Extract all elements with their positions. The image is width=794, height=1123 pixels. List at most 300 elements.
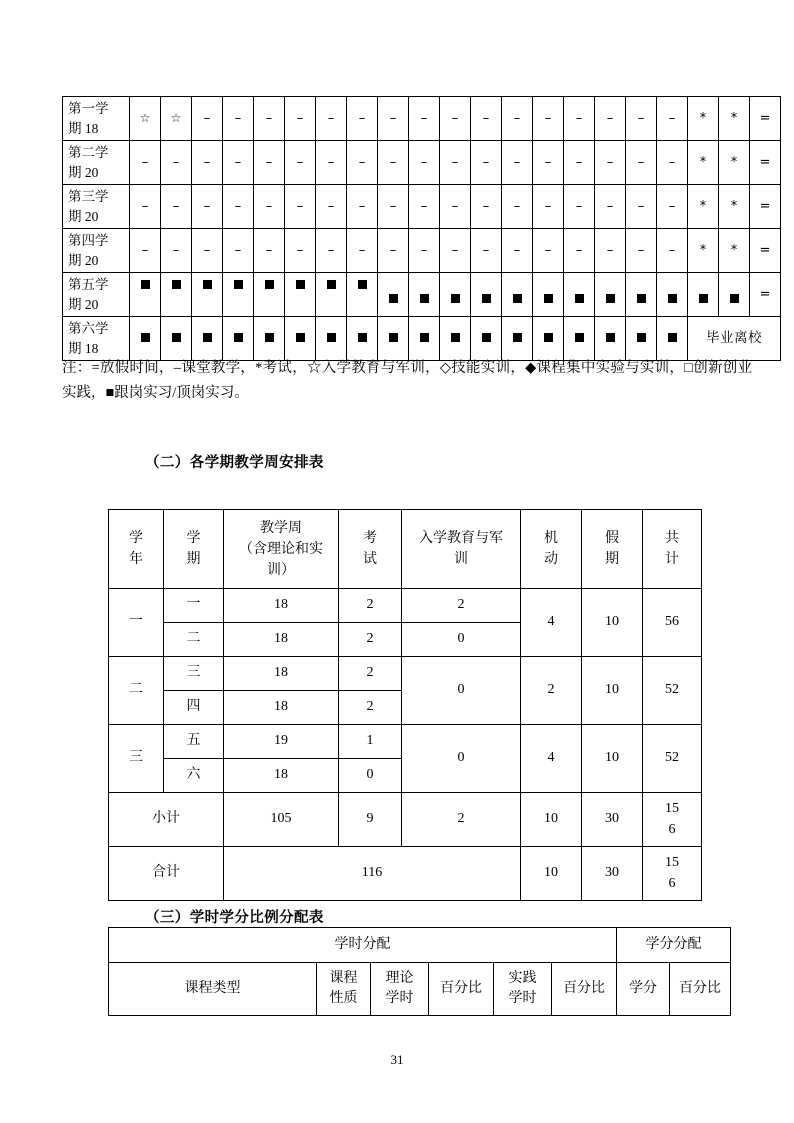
cal-cell bbox=[595, 229, 626, 273]
dash-icon: – bbox=[265, 199, 273, 215]
cal-cell bbox=[285, 229, 316, 273]
dash-icon: – bbox=[482, 199, 490, 215]
cal-cell bbox=[378, 141, 409, 185]
dash-icon: – bbox=[513, 199, 521, 215]
cal-cell bbox=[471, 317, 502, 361]
cell-total: 52 bbox=[643, 657, 702, 725]
dash-icon: – bbox=[234, 111, 242, 127]
cal-cell bbox=[471, 229, 502, 273]
cal-cell bbox=[502, 185, 533, 229]
cal-cell bbox=[223, 185, 254, 229]
cal-cell bbox=[440, 317, 471, 361]
cell-teaching-weeks: 18 bbox=[224, 759, 339, 793]
cal-cell bbox=[626, 317, 657, 361]
dash-icon: – bbox=[575, 111, 583, 127]
dash-icon: – bbox=[172, 243, 180, 259]
semester-label bbox=[63, 317, 130, 361]
cal-cell bbox=[347, 229, 378, 273]
dash-icon: – bbox=[513, 155, 521, 171]
cell-exam: 1 bbox=[339, 725, 402, 759]
col-header-theory-hours bbox=[371, 963, 429, 1016]
cal-cell bbox=[471, 185, 502, 229]
cal-cell bbox=[502, 141, 533, 185]
filled-square-icon bbox=[203, 280, 212, 289]
cal-cell bbox=[471, 97, 502, 141]
graduation-cell: 毕业离校 bbox=[688, 317, 781, 361]
col-header-year bbox=[109, 510, 164, 589]
cal-cell bbox=[223, 229, 254, 273]
col-header-military bbox=[402, 510, 521, 589]
semester-label-line1: 第六学 bbox=[68, 320, 109, 336]
asterisk-icon: * bbox=[730, 111, 738, 127]
cal-cell bbox=[223, 317, 254, 361]
table-row bbox=[63, 229, 781, 273]
mil-h2: 训 bbox=[454, 552, 468, 567]
dash-icon: – bbox=[234, 243, 242, 259]
filled-square-icon bbox=[203, 333, 212, 342]
cal-cell bbox=[347, 97, 378, 141]
filled-square-icon bbox=[668, 294, 677, 303]
tw-h2: （含理论和实 bbox=[239, 541, 323, 557]
col-header-percent-credits: 百分比 bbox=[670, 963, 731, 1016]
table-row-subtotal bbox=[109, 793, 702, 847]
cal-cell bbox=[595, 317, 626, 361]
cal-cell bbox=[750, 185, 781, 229]
cal-cell bbox=[595, 141, 626, 185]
dash-icon: – bbox=[575, 155, 583, 171]
cell-teaching-weeks: 18 bbox=[224, 657, 339, 691]
filled-square-icon bbox=[358, 333, 367, 342]
cal-cell bbox=[533, 229, 564, 273]
semester-label-line2: 期 20 bbox=[68, 164, 99, 180]
grandtotal-label: 合计 bbox=[109, 847, 224, 901]
cal-cell bbox=[626, 141, 657, 185]
group-header-credits: 学分分配 bbox=[617, 928, 731, 963]
table-row bbox=[63, 97, 781, 141]
cal-cell bbox=[719, 141, 750, 185]
star-icon: ☆ bbox=[170, 111, 182, 126]
section-three-heading: （三）学时学分比例分配表 bbox=[145, 910, 324, 926]
cal-cell bbox=[409, 317, 440, 361]
cal-cell bbox=[130, 185, 161, 229]
filled-square-icon bbox=[265, 333, 274, 342]
cal-cell bbox=[657, 229, 688, 273]
cal-cell bbox=[626, 185, 657, 229]
col-header-percent-practice: 百分比 bbox=[552, 963, 617, 1016]
col-header-term bbox=[164, 510, 224, 589]
star-icon: ☆ bbox=[139, 111, 151, 126]
cell-total: 52 bbox=[643, 725, 702, 793]
cal-cell bbox=[440, 229, 471, 273]
cal-cell bbox=[161, 273, 192, 317]
filled-square-icon bbox=[637, 333, 646, 342]
cal-cell bbox=[316, 97, 347, 141]
cell-term: 二 bbox=[164, 623, 224, 657]
cal-cell bbox=[440, 273, 471, 317]
cell-exam: 2 bbox=[339, 623, 402, 657]
cell-flex: 4 bbox=[521, 725, 582, 793]
cal-cell bbox=[192, 141, 223, 185]
grandtotal-vacation: 30 bbox=[582, 847, 643, 901]
dash-icon: – bbox=[296, 199, 304, 215]
dash-icon: – bbox=[420, 243, 428, 259]
filled-square-icon bbox=[327, 280, 336, 289]
semester-calendar-table bbox=[62, 96, 781, 361]
dash-icon: – bbox=[668, 243, 676, 259]
dash-icon: – bbox=[203, 199, 211, 215]
asterisk-icon: * bbox=[699, 199, 707, 215]
col-header-exam bbox=[339, 510, 402, 589]
cal-cell bbox=[254, 229, 285, 273]
dash-icon: – bbox=[234, 155, 242, 171]
cell-year: 一 bbox=[109, 589, 164, 657]
dash-icon: – bbox=[265, 243, 273, 259]
equals-icon: = bbox=[759, 111, 771, 127]
cell-term: 三 bbox=[164, 657, 224, 691]
col-header-flex bbox=[521, 510, 582, 589]
dash-icon: – bbox=[358, 111, 366, 127]
cal-cell bbox=[130, 141, 161, 185]
semester-label-line2: 期 20 bbox=[68, 296, 99, 312]
dash-icon: – bbox=[327, 155, 335, 171]
filled-square-icon bbox=[451, 333, 460, 342]
cal-cell bbox=[564, 185, 595, 229]
cal-cell bbox=[409, 141, 440, 185]
dash-icon: – bbox=[544, 199, 552, 215]
cal-cell bbox=[440, 185, 471, 229]
cal-cell bbox=[750, 97, 781, 141]
col-header-course-type: 课程类型 bbox=[109, 963, 317, 1016]
exam-h2: 试 bbox=[363, 552, 377, 567]
asterisk-icon: * bbox=[699, 111, 707, 127]
cell-military: 2 bbox=[402, 589, 521, 623]
ph-l2: 学时 bbox=[508, 991, 537, 1006]
cal-cell bbox=[161, 229, 192, 273]
table-row-grandtotal bbox=[109, 847, 702, 901]
cell-military: 0 bbox=[402, 657, 521, 725]
cell-term: 一 bbox=[164, 589, 224, 623]
th-l1: 理论 bbox=[385, 970, 414, 986]
dash-icon: – bbox=[141, 155, 149, 171]
dash-icon: – bbox=[544, 155, 552, 171]
dash-icon: – bbox=[203, 155, 211, 171]
cell-term: 五 bbox=[164, 725, 224, 759]
mil-h1: 入学教育与军 bbox=[419, 531, 503, 546]
cell-teaching-weeks: 19 bbox=[224, 725, 339, 759]
cal-cell bbox=[347, 273, 378, 317]
cal-cell bbox=[595, 273, 626, 317]
subtotal-total bbox=[643, 793, 702, 847]
cal-cell bbox=[409, 229, 440, 273]
cell-exam: 2 bbox=[339, 657, 402, 691]
cell-term: 六 bbox=[164, 759, 224, 793]
cal-cell bbox=[533, 185, 564, 229]
cell-flex: 2 bbox=[521, 657, 582, 725]
filled-square-icon bbox=[606, 294, 615, 303]
page-number: 31 bbox=[390, 1052, 404, 1067]
filled-square-icon bbox=[172, 333, 181, 342]
filled-square-icon bbox=[420, 333, 429, 342]
grandtotal-combined: 116 bbox=[224, 847, 521, 901]
dash-icon: – bbox=[482, 243, 490, 259]
cell-teaching-weeks: 18 bbox=[224, 691, 339, 725]
filled-square-icon bbox=[172, 280, 181, 289]
flex-h2: 动 bbox=[544, 552, 558, 567]
filled-square-icon bbox=[420, 294, 429, 303]
semester-calendar-table-wrapper bbox=[62, 96, 781, 361]
semester-label-line2: 期 20 bbox=[68, 252, 99, 268]
dash-icon: – bbox=[172, 199, 180, 215]
semester-label bbox=[63, 97, 130, 141]
cal-cell bbox=[719, 185, 750, 229]
semester-label-line1: 第三学 bbox=[68, 188, 109, 204]
equals-icon: = bbox=[759, 199, 771, 215]
dash-icon: – bbox=[358, 199, 366, 215]
cal-cell bbox=[626, 273, 657, 317]
cal-cell bbox=[285, 317, 316, 361]
filled-square-icon bbox=[699, 294, 708, 303]
filled-square-icon bbox=[544, 333, 553, 342]
col-header-course-nature bbox=[317, 963, 371, 1016]
cell-military: 0 bbox=[402, 623, 521, 657]
filled-square-icon bbox=[234, 333, 243, 342]
cal-cell bbox=[409, 273, 440, 317]
col-header-vacation bbox=[582, 510, 643, 589]
cell-total: 56 bbox=[643, 589, 702, 657]
cal-cell bbox=[688, 273, 719, 317]
cal-cell bbox=[378, 185, 409, 229]
filled-square-icon bbox=[668, 333, 677, 342]
subtotal-teaching-weeks: 105 bbox=[224, 793, 339, 847]
cell-term: 四 bbox=[164, 691, 224, 725]
dash-icon: – bbox=[358, 155, 366, 171]
dash-icon: – bbox=[327, 243, 335, 259]
legend-note: 注：=放假时间，–课堂教学，*考试，☆入学教育与军训，◇技能实训，◆课程集中实验与实训，□创新创业实践，■跟岗实习/顶岗实习。 bbox=[62, 360, 752, 401]
table-row bbox=[109, 657, 702, 691]
grandtotal-flex: 10 bbox=[521, 847, 582, 901]
cal-cell bbox=[130, 229, 161, 273]
dash-icon: – bbox=[637, 199, 645, 215]
dash-icon: – bbox=[420, 155, 428, 171]
dash-icon: – bbox=[296, 111, 304, 127]
tw-h1: 教学周 bbox=[260, 520, 302, 536]
cal-cell bbox=[316, 185, 347, 229]
subtotal-military: 2 bbox=[402, 793, 521, 847]
cell-year: 二 bbox=[109, 657, 164, 725]
semester-label-line1: 第五学 bbox=[68, 276, 109, 292]
cal-cell bbox=[285, 141, 316, 185]
filled-square-icon bbox=[637, 294, 646, 303]
cal-cell bbox=[192, 273, 223, 317]
credit-ratio-table bbox=[108, 927, 731, 1016]
cal-cell bbox=[130, 97, 161, 141]
section-two-heading: （二）各学期教学周安排表 bbox=[145, 455, 324, 471]
ph-l1: 实践 bbox=[508, 970, 537, 986]
asterisk-icon: * bbox=[730, 199, 738, 215]
filled-square-icon bbox=[482, 294, 491, 303]
col-header-percent-theory: 百分比 bbox=[429, 963, 494, 1016]
semester-label-line2: 期 18 bbox=[68, 340, 99, 356]
cal-cell bbox=[285, 273, 316, 317]
cal-cell bbox=[471, 273, 502, 317]
cal-cell bbox=[750, 229, 781, 273]
semester-label bbox=[63, 273, 130, 317]
cal-cell bbox=[657, 97, 688, 141]
semester-label-line1: 第二学 bbox=[68, 144, 109, 160]
asterisk-icon: * bbox=[699, 155, 707, 171]
cal-cell bbox=[440, 97, 471, 141]
subtotal-label: 小计 bbox=[109, 793, 224, 847]
col-header-teaching-weeks bbox=[224, 510, 339, 589]
cal-cell bbox=[347, 317, 378, 361]
filled-square-icon bbox=[141, 333, 150, 342]
cal-cell bbox=[564, 141, 595, 185]
cn-l1: 课程 bbox=[329, 970, 358, 986]
cal-cell bbox=[595, 97, 626, 141]
cal-cell bbox=[378, 229, 409, 273]
asterisk-icon: * bbox=[730, 155, 738, 171]
dash-icon: – bbox=[327, 111, 335, 127]
cal-cell bbox=[285, 185, 316, 229]
filled-square-icon bbox=[513, 294, 522, 303]
filled-square-icon bbox=[575, 294, 584, 303]
semester-label-line2: 期 18 bbox=[68, 120, 99, 136]
dash-icon: – bbox=[451, 243, 459, 259]
filled-square-icon bbox=[234, 280, 243, 289]
col-header-credits: 学分 bbox=[617, 963, 670, 1016]
dash-icon: – bbox=[544, 111, 552, 127]
dash-icon: – bbox=[141, 243, 149, 259]
cal-cell bbox=[316, 229, 347, 273]
cal-cell bbox=[564, 273, 595, 317]
cal-cell bbox=[595, 185, 626, 229]
cal-cell bbox=[192, 317, 223, 361]
vac-h1: 假 bbox=[605, 531, 619, 546]
cal-cell bbox=[502, 317, 533, 361]
semester-label bbox=[63, 229, 130, 273]
cal-cell bbox=[316, 317, 347, 361]
cal-cell bbox=[750, 273, 781, 317]
dash-icon: – bbox=[203, 111, 211, 127]
dash-icon: – bbox=[575, 199, 583, 215]
cal-cell bbox=[657, 317, 688, 361]
table-row bbox=[109, 725, 702, 759]
year-h2: 年 bbox=[129, 552, 143, 567]
cal-cell bbox=[626, 97, 657, 141]
cal-cell bbox=[564, 97, 595, 141]
cal-cell bbox=[130, 317, 161, 361]
col-header-total bbox=[643, 510, 702, 589]
cal-cell bbox=[161, 317, 192, 361]
dash-icon: – bbox=[141, 199, 149, 215]
filled-square-icon bbox=[296, 333, 305, 342]
cal-cell bbox=[161, 185, 192, 229]
cal-cell bbox=[719, 97, 750, 141]
cal-cell bbox=[409, 185, 440, 229]
weeks-arrangement-table-wrapper bbox=[108, 509, 702, 901]
dash-icon: – bbox=[389, 111, 397, 127]
dash-icon: – bbox=[513, 111, 521, 127]
filled-square-icon bbox=[358, 280, 367, 289]
cell-vacation: 10 bbox=[582, 725, 643, 793]
filled-square-icon bbox=[575, 333, 584, 342]
cal-cell bbox=[688, 185, 719, 229]
dash-icon: – bbox=[358, 243, 366, 259]
dash-icon: – bbox=[296, 155, 304, 171]
credit-ratio-table-wrapper bbox=[108, 927, 731, 1016]
dash-icon: – bbox=[451, 199, 459, 215]
dash-icon: – bbox=[420, 111, 428, 127]
dash-icon: – bbox=[482, 155, 490, 171]
cal-cell bbox=[688, 229, 719, 273]
cal-cell bbox=[409, 97, 440, 141]
grandtotal-total-l2: 6 bbox=[668, 875, 676, 891]
table-row bbox=[63, 141, 781, 185]
asterisk-icon: * bbox=[699, 243, 707, 259]
cal-cell bbox=[626, 229, 657, 273]
cal-cell bbox=[657, 141, 688, 185]
semester-label-line1: 第四学 bbox=[68, 232, 109, 248]
table-row bbox=[109, 589, 702, 623]
cal-cell bbox=[688, 141, 719, 185]
cell-exam: 0 bbox=[339, 759, 402, 793]
cal-cell bbox=[347, 141, 378, 185]
dash-icon: – bbox=[637, 243, 645, 259]
cell-military: 0 bbox=[402, 725, 521, 793]
equals-icon: = bbox=[759, 287, 771, 303]
cal-cell bbox=[254, 317, 285, 361]
dash-icon: – bbox=[265, 111, 273, 127]
filled-square-icon bbox=[730, 294, 739, 303]
cal-cell bbox=[378, 317, 409, 361]
dash-icon: – bbox=[265, 155, 273, 171]
cal-cell bbox=[223, 141, 254, 185]
dash-icon: – bbox=[668, 111, 676, 127]
dash-icon: – bbox=[296, 243, 304, 259]
dash-icon: – bbox=[327, 199, 335, 215]
dash-icon: – bbox=[420, 199, 428, 215]
equals-icon: = bbox=[759, 155, 771, 171]
dash-icon: – bbox=[389, 155, 397, 171]
cal-cell bbox=[440, 141, 471, 185]
table-header-row bbox=[109, 510, 702, 589]
cal-cell bbox=[130, 273, 161, 317]
weeks-arrangement-table bbox=[108, 509, 702, 901]
dash-icon: – bbox=[606, 155, 614, 171]
filled-square-icon bbox=[389, 294, 398, 303]
cal-cell bbox=[533, 273, 564, 317]
cal-cell bbox=[750, 141, 781, 185]
cal-cell bbox=[502, 97, 533, 141]
group-header-hours: 学时分配 bbox=[109, 928, 617, 963]
cal-cell bbox=[223, 273, 254, 317]
cal-cell bbox=[502, 229, 533, 273]
cal-cell bbox=[719, 273, 750, 317]
tot-h2: 计 bbox=[665, 552, 679, 567]
filled-square-icon bbox=[389, 333, 398, 342]
table-header-row bbox=[109, 963, 731, 1016]
table-row bbox=[63, 273, 781, 317]
exam-h1: 考 bbox=[363, 531, 377, 546]
cal-cell bbox=[254, 141, 285, 185]
filled-square-icon bbox=[451, 294, 460, 303]
subtotal-exam: 9 bbox=[339, 793, 402, 847]
cal-cell bbox=[254, 273, 285, 317]
filled-square-icon bbox=[606, 333, 615, 342]
subtotal-total-l1: 15 bbox=[665, 801, 679, 817]
cal-cell bbox=[657, 273, 688, 317]
tot-h1: 共 bbox=[665, 531, 679, 546]
